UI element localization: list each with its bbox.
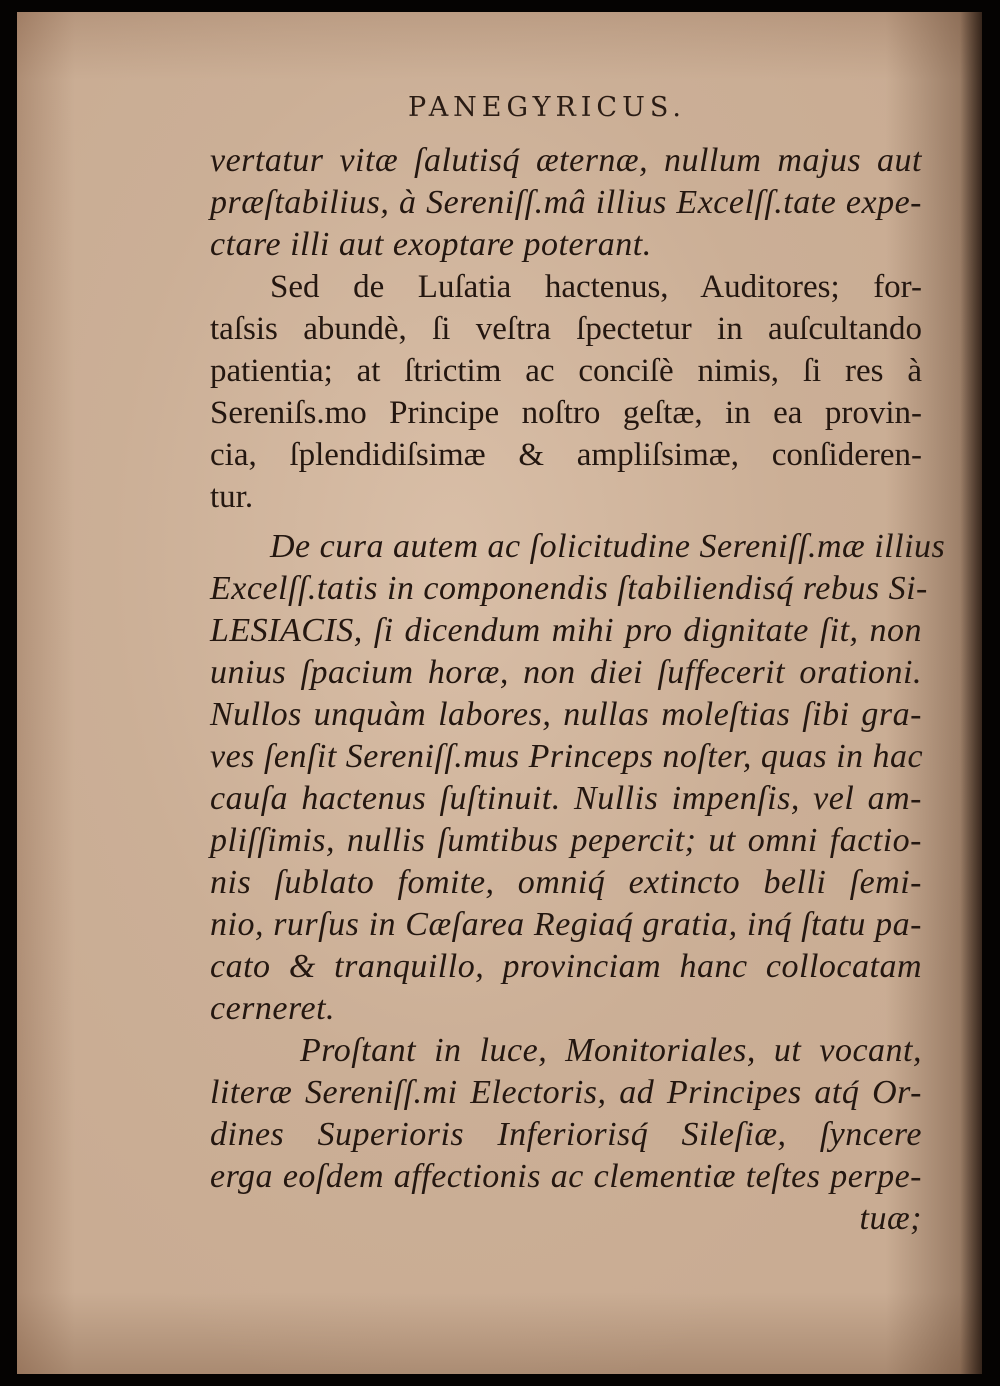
text-line: cato & tranquillo, provinciam hanc collocatam (210, 948, 922, 985)
page-gutter-shadow (960, 12, 982, 1374)
text-line: Sereniſs.mo Principe noſtro geſtæ, in ea provin- (210, 395, 922, 431)
text-line: vertatur vitæ ſalutisq́ æternæ, nullum majus aut (210, 142, 922, 179)
body-text (210, 140, 946, 1240)
text-line: unius ſpacium horæ, non diei ſuffecerit orationi. (210, 654, 922, 691)
text-line: tuæ; (859, 1200, 922, 1237)
running-head: PANEGYRICUS. (408, 92, 686, 123)
text-line: Proſtant in luce, Monitoriales, ut vocant, (300, 1032, 922, 1069)
text-line: nio, rurſus in Cæſarea Regiaq́ gratia, inq́ ſtatu pa- (210, 906, 922, 943)
text-line: De cura autem ac ſolicitudine Sereniſſ.mæ illius (270, 528, 946, 565)
text-line: ves ſenſit Sereniſſ.mus Princeps noſter, quas in hac (210, 738, 924, 775)
text-line: cia, ſplendidiſsimæ & ampliſsimæ, conſideren- (210, 437, 922, 473)
text-line: dines Superioris Inferiorisq́ Sileſiæ, ſyncere (210, 1116, 922, 1153)
text-line: nis ſublato fomite, omniq́ extincto belli ſemi- (210, 864, 922, 901)
text-line: cerneret. (210, 990, 336, 1027)
text-line: cauſa hactenus ſuſtinuit. Nullis impenſis, vel am- (210, 780, 922, 817)
text-line: tur. (210, 479, 254, 515)
text-line: Nullos unquàm labores, nullas moleſtias ſibi gra- (210, 696, 922, 733)
text-line: pliſſimis, nullis ſumtibus pepercit; ut omni factio- (210, 822, 922, 859)
text-line: LESIACIS, ſi dicendum mihi pro dignitate ſit, non (210, 612, 922, 649)
text-line: patientia; at ſtrictim ac conciſè nimis, ſi res à (210, 353, 922, 389)
text-line: præſtabilius, à Sereniſſ.mâ illius Excelſſ.tate expe- (210, 184, 922, 221)
text-line: Sed de Luſatia hactenus, Auditores; for- (270, 269, 922, 305)
text-line: erga eoſdem affectionis ac clementiæ teſtes perpe- (210, 1158, 922, 1195)
text-line: ctare illi aut exoptare poterant. (210, 226, 652, 263)
text-line: literæ Sereniſſ.mi Electoris, ad Principes atq́ Or- (210, 1074, 922, 1111)
text-line: Excelſſ.tatis in componendis ſtabiliendisq́ rebus Si- (210, 570, 928, 607)
text-line: taſsis abundè, ſi veſtra ſpectetur in auſcultando (210, 311, 922, 347)
